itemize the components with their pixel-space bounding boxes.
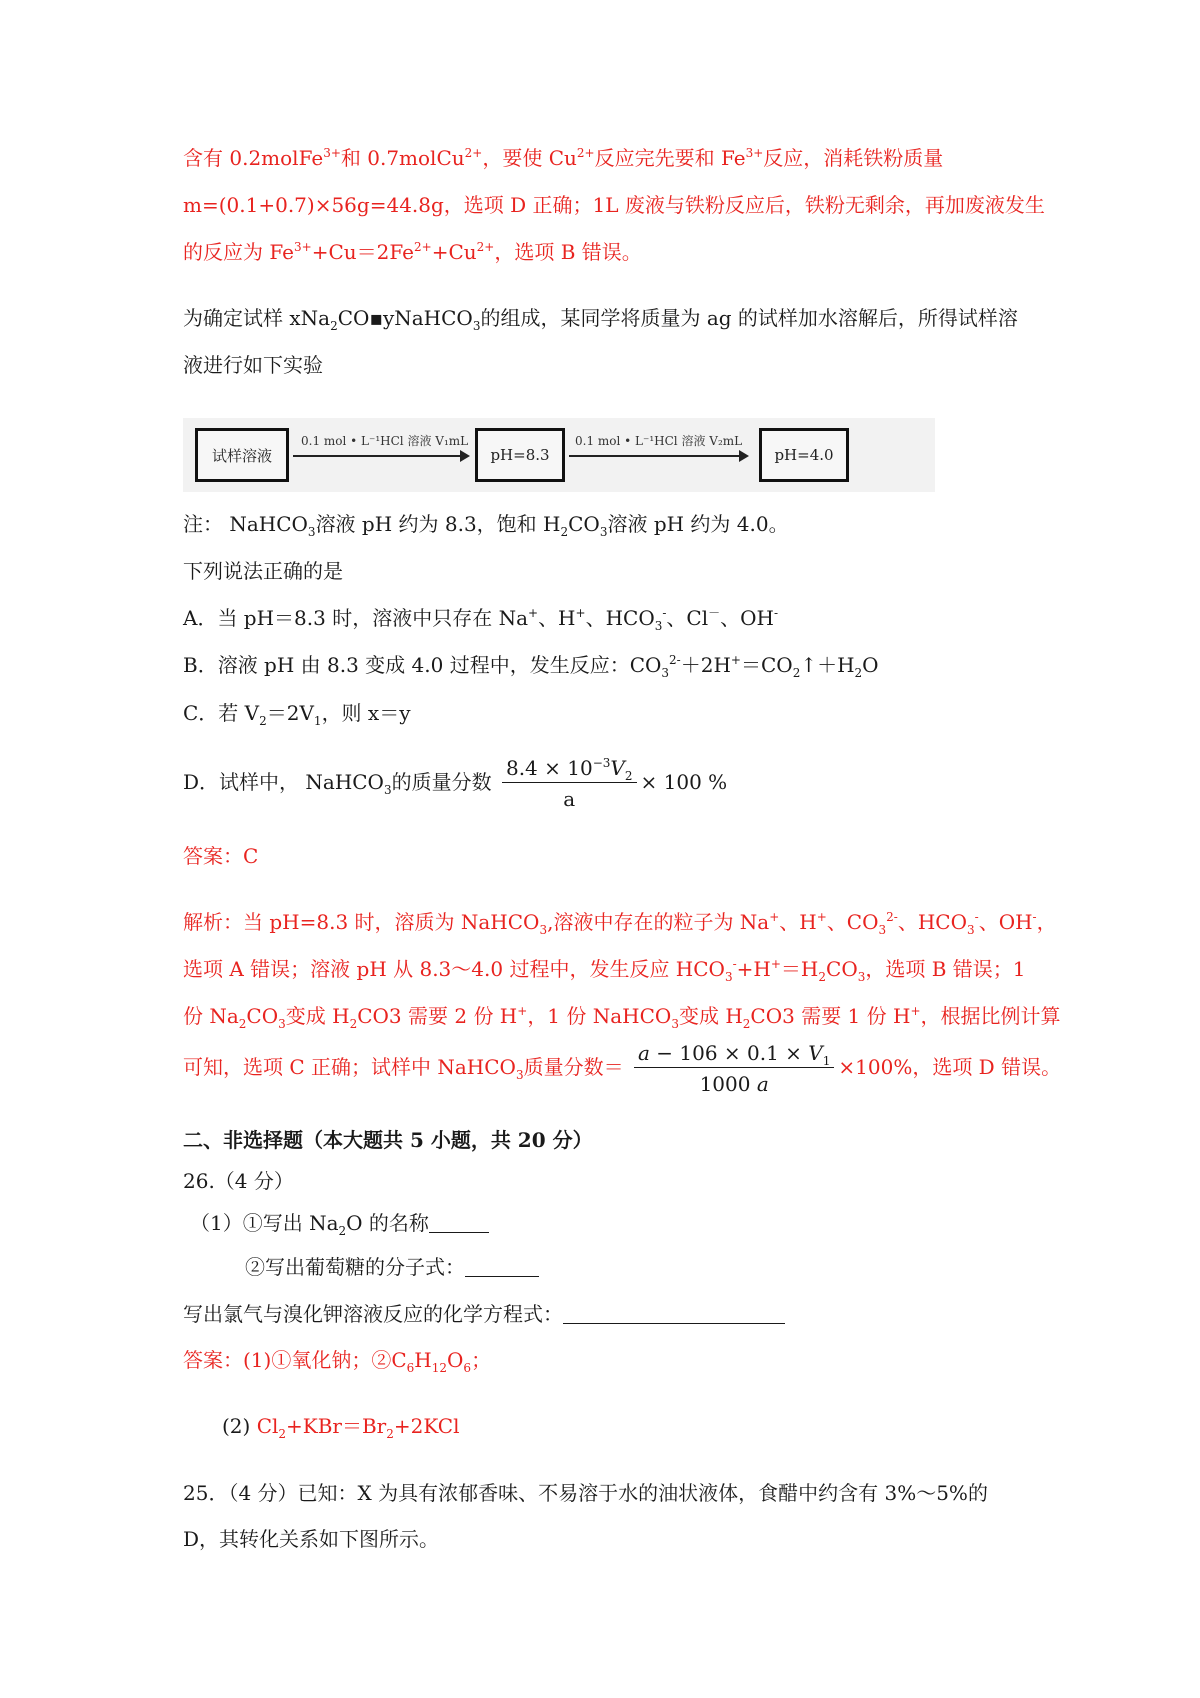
q26-part-3: 写出氯气与溴化钾溶液反应的化学方程式： xyxy=(183,1304,785,1324)
option-a: A．当 pH＝8.3 时，溶液中只存在 Na+、H+、$HCO_3^-$、Cl－、OH- xyxy=(183,606,779,633)
answer-blank[interactable] xyxy=(563,1305,785,1324)
ph-4-0-box: pH=4.0 xyxy=(759,428,849,482)
option-d: D．试样中， NaHCO$_3$的质量分数 $\frac{8.4 \times 10^{-3}V_2}{a}$ × 100 % xyxy=(183,756,728,811)
arrow-2 xyxy=(569,455,747,457)
q26-part-1: （1）①写出 $Na_2O$ 的名称 xyxy=(190,1213,489,1233)
answer-1: 答案：C xyxy=(183,844,259,868)
solution-line-1: 含有 0.2molFe$^{3+}$和 0.7molCu$^{2+}$，要使 $Cu^{2+}$反应完先要和 $Fe^{3+}$反应，消耗铁粉质量 xyxy=(183,146,944,170)
solution-line-3: 的反应为 $Fe^{3+}+Cu=2Fe^{2+}+Cu^{2+}$，选项 B 错误。 xyxy=(183,240,642,264)
analysis-line-1: 解析：当 pH=8.3 时，溶质为 NaHCO$_3$,溶液中存在的粒子为 Na+、H+、$CO_3^{2-}$、$HCO_3^-$、OH-， xyxy=(183,910,1057,937)
question-prompt: 下列说法正确的是 xyxy=(183,559,343,583)
arrow-2-label: 0.1 mol • L⁻¹HCl 溶液 V₂mL xyxy=(575,434,743,448)
answer-blank[interactable] xyxy=(429,1214,489,1233)
ph-8-3-box: pH=8.3 xyxy=(475,428,565,482)
analysis-fraction: $\frac{a - 106 \times 0.1 \times V_1}{1000 a}$ xyxy=(634,1043,834,1094)
q25-line-2: D，其转化关系如下图所示。 xyxy=(183,1527,440,1551)
sample-solution-box: 试样溶液 xyxy=(195,428,289,482)
analysis-line-2: 选项 A 错误；溶液 pH 从 8.3～4.0 过程中，发生反应 $HCO_3^-+H^+=H_2CO_3$，选项 B 错误；1 xyxy=(183,957,1026,984)
analysis-line-3: 份 $Na_2CO_3$变成 $H_2CO3$ 需要 2 份 H+，1 份 NaHCO$_3$变成 $H_2CO3$ 需要 1 份 H+，根据比例计算 xyxy=(183,1004,1061,1031)
q26-answer-2: (2) $Cl_2+KBr=Br_2+2KCl$ xyxy=(222,1414,460,1441)
q26-answer-1: 答案：(1)①氧化钠；$②C_6H_{12}O_6$； xyxy=(183,1348,492,1375)
option-c: C．若 $V_2=2V_1$，则 x＝y xyxy=(183,701,411,728)
option-b: B．溶液 pH 由 8.3 变成 4.0 过程中，发生反应：$CO_3^{2-}+2H^+=CO_2↑+H_2O$ xyxy=(183,653,879,680)
question-stem-line-2: 液进行如下实验 xyxy=(183,353,323,377)
arrow-1 xyxy=(293,455,468,457)
experiment-flow-diagram xyxy=(183,418,935,492)
question-note: 注： NaHCO$_3$溶液 pH 约为 8.3，饱和 $H_2CO_3$溶液 pH 约为 4.0。 xyxy=(183,512,789,539)
question-stem-line-1: 为确定试样 xNa$_2$CO▪yNaHCO$_3$的组成，某同学将质量为 ag 的试样加水溶解后，所得试样溶 xyxy=(183,306,1018,333)
solution-line-2: m=(0.1+0.7)×56g=44.8g，选项 D 正确；1L 废液与铁粉反应后，铁粉无剩余，再加废液发生 xyxy=(183,193,1045,217)
q25-line-1: 25．（4 分）已知：X 为具有浓郁香味、不易溶于水的油状液体，食醋中约含有 3%～5%的 xyxy=(183,1481,988,1505)
q26-head: 26.（4 分） xyxy=(183,1169,294,1193)
answer-blank[interactable] xyxy=(465,1258,539,1277)
q26-part-2: ②写出葡萄糖的分子式： xyxy=(245,1257,539,1277)
section-2-title: 二、非选择题（本大题共 5 小题，共 20 分） xyxy=(183,1128,593,1152)
arrow-1-label: 0.1 mol • L⁻¹HCl 溶液 V₁mL xyxy=(301,434,469,448)
option-d-fraction: $\frac{8.4 \times 10^{-3}V_2}{a}$ xyxy=(502,758,637,809)
analysis-line-4: 可知，选项 C 正确；试样中 NaHCO$_3$质量分数＝ $\frac{a - 106 \times 0.1 \times V_1}{1000 a}$ ×100%，选项 D 错误。 xyxy=(183,1041,1062,1096)
